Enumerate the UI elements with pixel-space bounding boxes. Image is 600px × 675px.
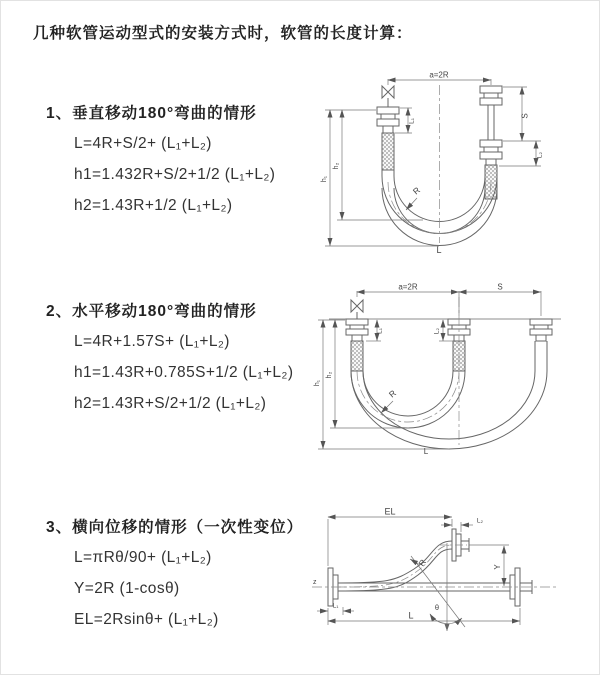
valve-icon: [351, 300, 363, 312]
dim-label-r: R: [386, 387, 398, 400]
formula-2-h2: h2=1.43R+S/2+1/2 (L₁+L₂): [74, 395, 267, 412]
dim-label-s: S: [520, 113, 530, 119]
dim-label-r: R: [416, 557, 429, 569]
formula-3-Y: Y=2R (1-cosθ): [74, 580, 180, 597]
diagram-vertical-180-bend: [313, 71, 563, 256]
angle-vertex-arrow: [445, 624, 450, 631]
dim-label-l1: L₁: [376, 328, 384, 334]
left-braid: [382, 133, 394, 170]
formula-1-h1: h1=1.432R+S/2+1/2 (L₁+L₂): [74, 166, 276, 183]
dim-labels: [313, 507, 502, 621]
dim-label-r: R: [410, 184, 422, 197]
centerlines: [388, 85, 491, 243]
formula-3-EL: EL=2Rsinθ+ (L₁+L₂): [74, 611, 219, 628]
hose-assembly: [329, 300, 561, 449]
dim-label-l: L: [423, 447, 429, 455]
hose-arcs: [351, 371, 547, 449]
dim-label-h2: h₂: [326, 371, 333, 379]
dim-label-y: Y: [493, 564, 502, 570]
diagram-lateral-displacement: [299, 503, 584, 661]
dim-label-l: L: [408, 610, 414, 621]
dim-label-s: S: [497, 283, 503, 292]
dim-labels: [321, 71, 544, 255]
page-title: 几种软管运动型式的安装方式时，软管的长度计算：: [33, 25, 413, 42]
formula-1-L: L=4R+S/2+ (L₁+L₂): [74, 135, 212, 152]
dim-label-l1: L₁: [408, 118, 416, 124]
left-fitting: [346, 319, 368, 341]
centerline-datum-mark: z: [313, 579, 317, 586]
section-3-heading: 3、横向位移的情形（一次性变位）: [46, 519, 304, 536]
dim-label-l2: L₂: [476, 517, 484, 525]
section-3-text: [46, 515, 303, 642]
dim-label-el: EL: [384, 506, 396, 517]
dim-label-l: L: [436, 245, 442, 255]
section-1-text: [46, 101, 275, 228]
right-lower-fitting: [480, 140, 502, 165]
section-2-text: [46, 299, 293, 426]
section-2-heading: 2、水平移动180°弯曲的情形: [46, 303, 257, 320]
right-fitting: [530, 319, 552, 341]
right-upper-fitting: [480, 86, 502, 105]
dim-label-l2: L₂: [433, 327, 441, 335]
formula-2-L: L=4R+1.57S+ (L₁+L₂): [74, 333, 230, 350]
formula-2-h1: h1=1.43R+0.785S+1/2 (L₁+L₂): [74, 364, 294, 381]
dim-labels: [314, 283, 503, 455]
diagram-horizontal-180-bend: [309, 283, 574, 455]
section-1-heading: 1、垂直移动180°弯曲的情形: [46, 105, 257, 122]
formula-1-h2: h2=1.43R+1/2 (L₁+L₂): [74, 197, 233, 214]
dim-label-theta: θ: [434, 603, 440, 612]
dim-label-a2r: a=2R: [398, 283, 418, 292]
dimension-lines: [317, 517, 520, 625]
left-fitting: [377, 107, 399, 133]
left-braid: [351, 341, 363, 371]
dim-label-h1: h₁: [314, 379, 321, 387]
dim-label-l1: L₁: [332, 602, 339, 610]
valve-icon: [382, 86, 394, 98]
formula-3-L: L=πRθ/90+ (L₁+L₂): [74, 549, 212, 566]
dim-label-h2: h₂: [333, 162, 340, 170]
dim-label-l2: L₂: [536, 151, 544, 159]
dim-label-h1: h₁: [321, 175, 328, 183]
dim-label-a2r: a=2R: [429, 71, 449, 80]
